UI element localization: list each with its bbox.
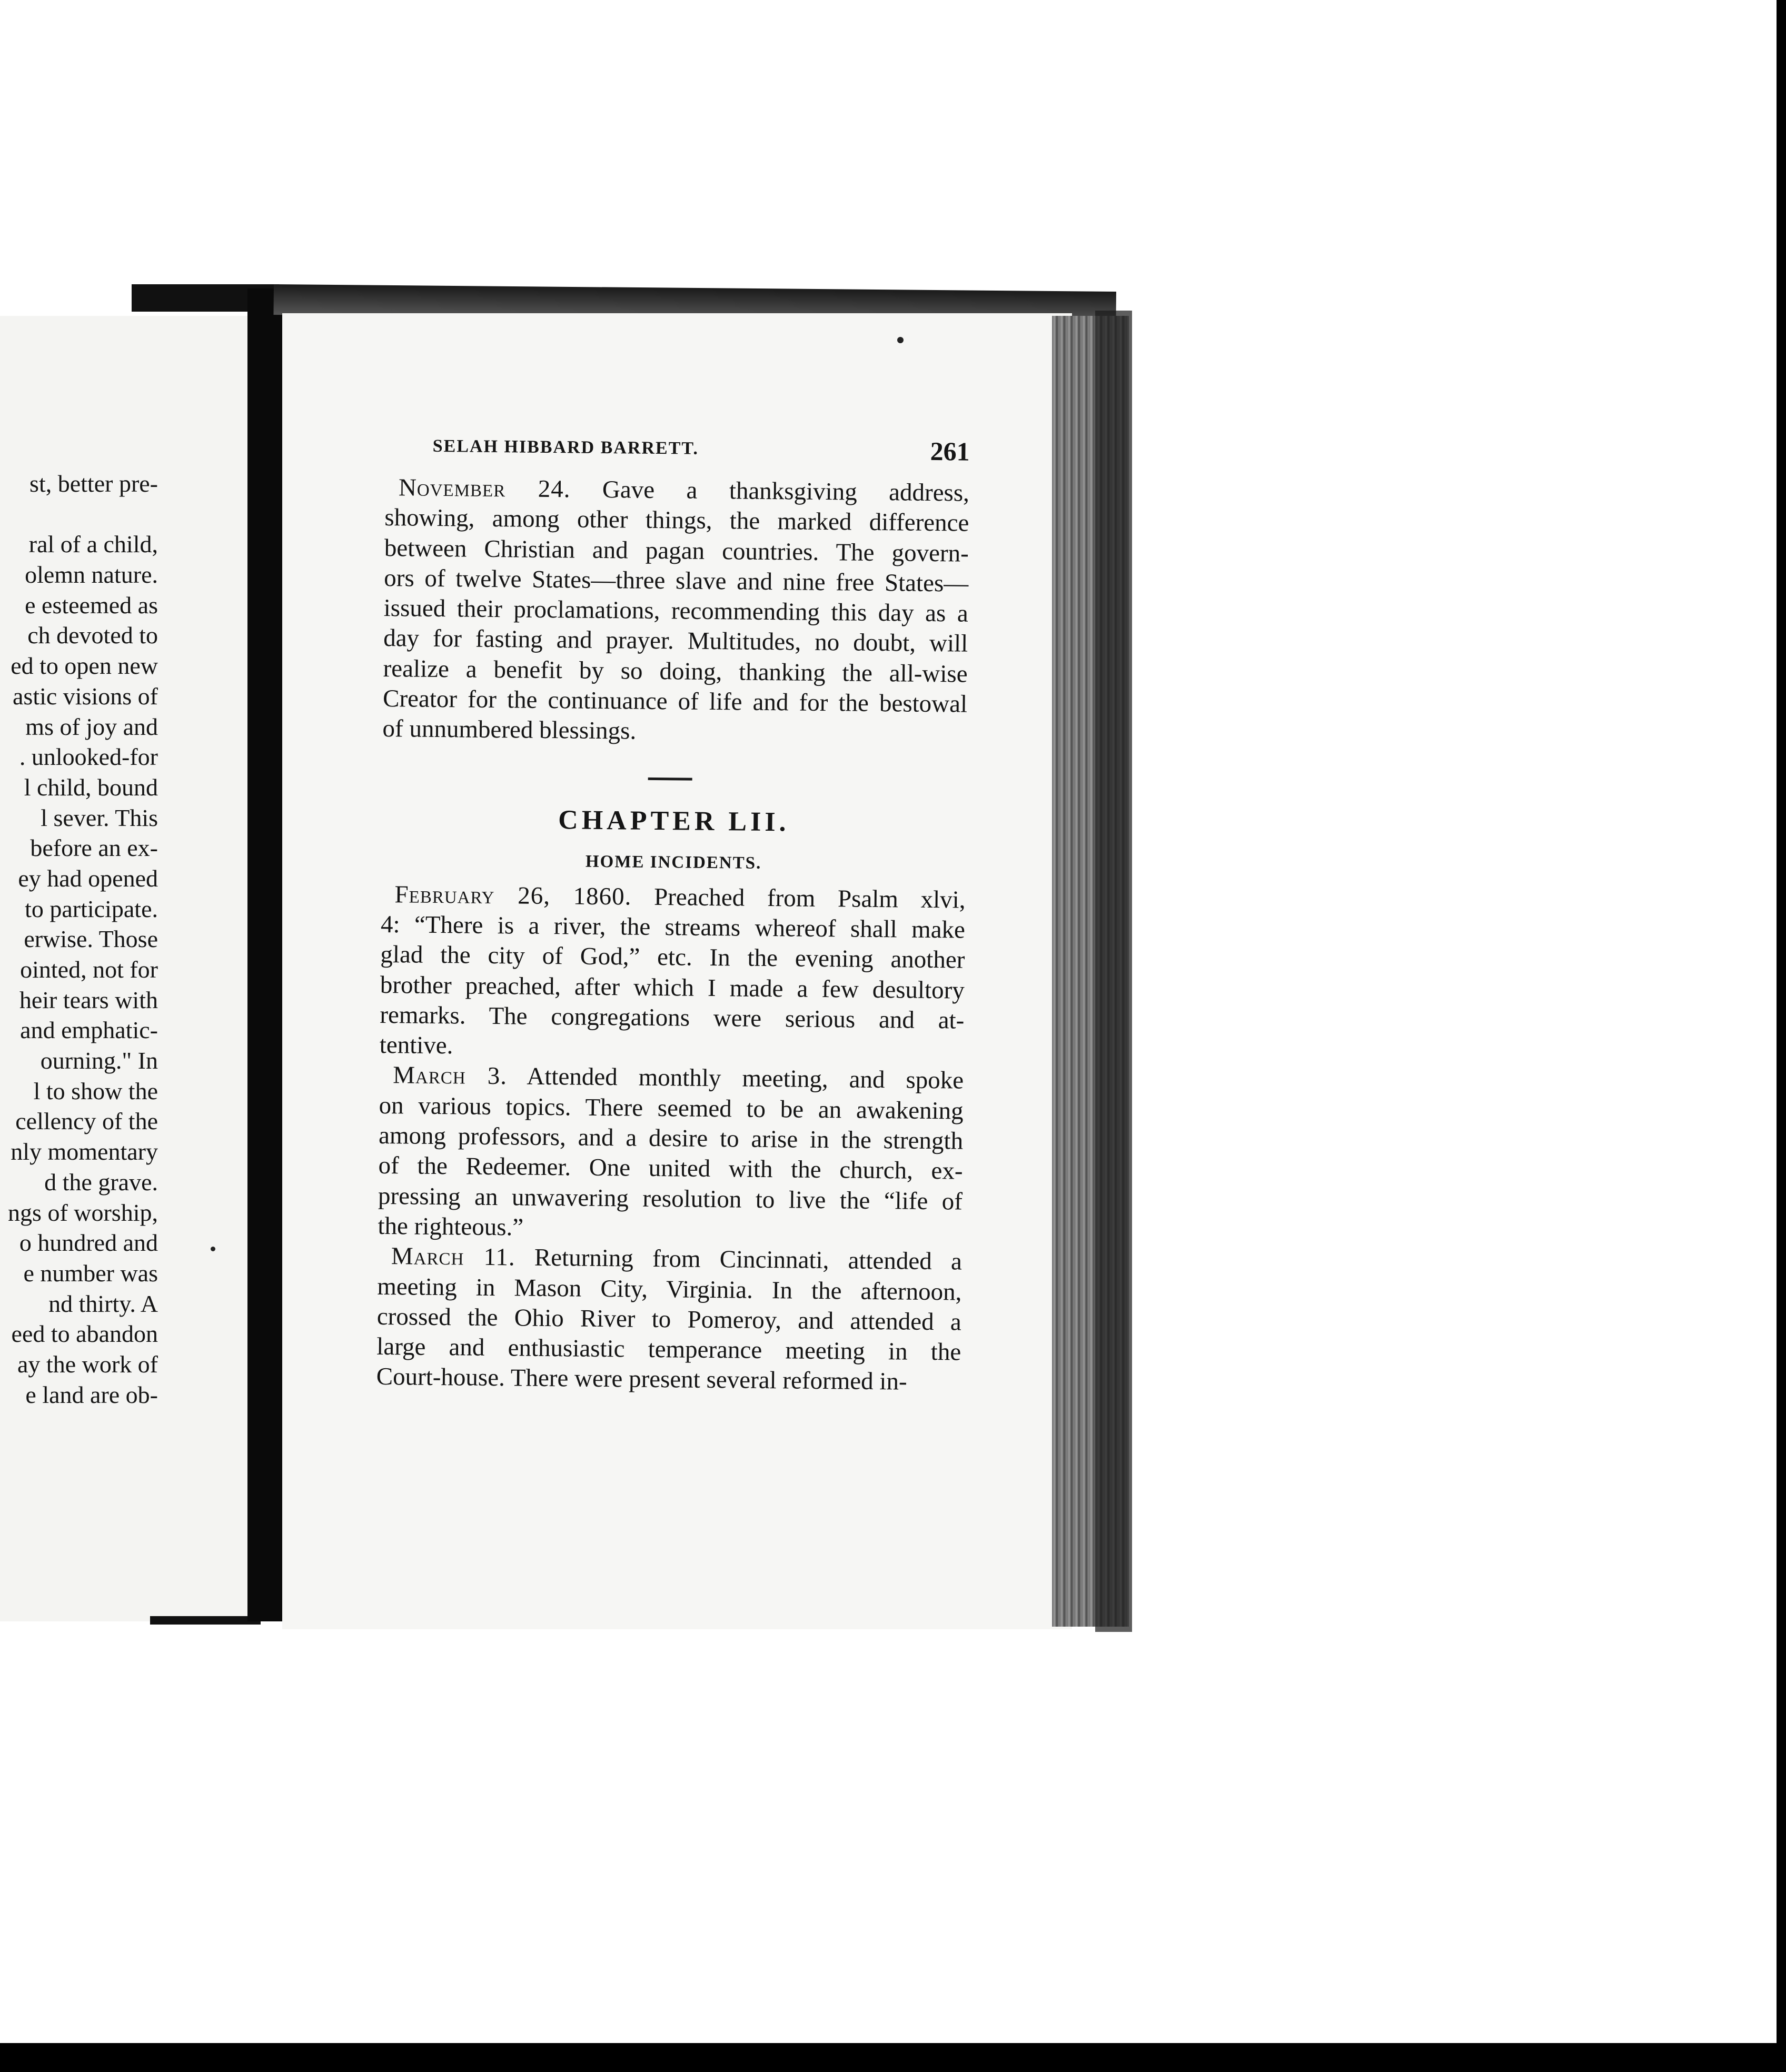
left-page-line: ourning." In bbox=[40, 1047, 158, 1074]
left-page-line: d the grave. bbox=[44, 1168, 158, 1196]
left-page-line: l child, bound bbox=[24, 773, 158, 801]
text-line: of the Redeemer. One united with the church, ex- bbox=[378, 1152, 963, 1185]
entry-date: November 24. bbox=[398, 474, 571, 503]
text-line: brother preached, after which I made a few desultory bbox=[380, 971, 965, 1004]
paragraph-november-24 bbox=[382, 473, 969, 750]
left-page bbox=[0, 316, 252, 1621]
text-line: 4: “There is a river, the streams whereof shall make bbox=[380, 910, 966, 944]
text-line: showing, among other things, the marked difference bbox=[384, 504, 969, 537]
left-page-line: heir tears with bbox=[19, 986, 158, 1013]
left-page-line: ey had opened bbox=[18, 864, 158, 892]
text-line: Creator for the continuance of life and for the bestowal bbox=[382, 685, 968, 718]
left-page-line: ed to open new bbox=[11, 652, 158, 680]
scan-speck bbox=[211, 1247, 215, 1251]
text-line: tentive. bbox=[379, 1031, 453, 1060]
text-line bbox=[379, 1060, 964, 1096]
scan-frame-bottom bbox=[0, 2043, 1786, 2072]
left-page-text bbox=[0, 469, 158, 1410]
left-page-line: l sever. This bbox=[41, 804, 158, 831]
paragraph-march-3 bbox=[378, 1060, 964, 1247]
running-title: SELAH HIBBARD BARRETT. bbox=[432, 436, 699, 459]
left-page-line: ch devoted to bbox=[27, 622, 158, 649]
text-line: remarks. The congregations were serious and at- bbox=[380, 1001, 965, 1034]
left-page-line: l to show the bbox=[33, 1077, 158, 1104]
text-line: pressing an unwavering resolution to live the “life of bbox=[378, 1182, 963, 1216]
text-line: issued their proclamations, recommending this day as a bbox=[383, 594, 968, 627]
text-line bbox=[381, 880, 965, 915]
entry-date: March 3. bbox=[392, 1061, 508, 1090]
left-page-line: before an ex- bbox=[30, 834, 158, 862]
line-text: Gave a thanksgiving address, bbox=[602, 475, 970, 507]
text-line: glad the city of God,” etc. In the evening another bbox=[380, 941, 965, 974]
running-head bbox=[385, 431, 970, 479]
left-page-line bbox=[0, 499, 158, 530]
left-page-line: cellency of the bbox=[15, 1108, 158, 1135]
left-page-line: to participate. bbox=[25, 895, 158, 922]
text-line: large and enthusiastic temperance meeting in the bbox=[376, 1333, 961, 1366]
left-page-line: ms of joy and bbox=[25, 713, 158, 740]
paragraph-march-11 bbox=[376, 1241, 962, 1398]
line-text: Preached from Psalm xlvi, bbox=[653, 883, 966, 914]
left-page-line: eed to abandon bbox=[11, 1320, 158, 1348]
left-page-line: ointed, not for bbox=[20, 956, 158, 983]
text-line: the righteous.” bbox=[378, 1212, 524, 1241]
text-line: realize a benefit by so doing, thanking the all-wise bbox=[383, 654, 968, 688]
left-page-line: ngs of worship, bbox=[8, 1199, 158, 1226]
entry-date: February 26, 1860. bbox=[394, 880, 632, 911]
left-page-line: nly momentary bbox=[11, 1138, 158, 1166]
text-line bbox=[385, 473, 969, 509]
text-line: on various topics. There seemed to be an awakening bbox=[379, 1091, 964, 1125]
left-page-line: astic visions of bbox=[13, 682, 158, 710]
entry-date: March 11. bbox=[391, 1242, 515, 1271]
chapter-subtitle: HOME INCIDENTS. bbox=[585, 852, 762, 873]
left-page-line: st, better pre- bbox=[29, 470, 158, 497]
left-page-line: e land are ob- bbox=[25, 1381, 158, 1408]
text-line: ors of twelve States—three slave and nine free States— bbox=[384, 564, 969, 597]
text-line: day for fasting and prayer. Multitudes, no doubt, will bbox=[383, 624, 968, 658]
book-spine-gutter bbox=[247, 288, 284, 1621]
text-line: between Christian and pagan countries. The govern- bbox=[384, 534, 969, 567]
left-page-line: e number was bbox=[23, 1259, 158, 1287]
left-page-line: ral of a child, bbox=[28, 531, 158, 558]
left-page-line: olemn nature. bbox=[25, 561, 158, 589]
text-line: Court-house. There were present several reformed in- bbox=[376, 1363, 907, 1396]
left-page-line: o hundred and bbox=[19, 1229, 158, 1257]
text-line: crossed the Ohio River to Pomeroy, and attended a bbox=[376, 1302, 962, 1336]
left-page-line: erwise. Those bbox=[24, 925, 158, 953]
scan-frame-right bbox=[1777, 0, 1786, 2072]
chapter-title: CHAPTER LII. bbox=[558, 804, 790, 838]
page-edge-shadow bbox=[1095, 311, 1132, 1632]
text-line: of unnumbered blessings. bbox=[382, 715, 637, 745]
section-divider bbox=[648, 777, 692, 780]
left-page-line: and emphatic- bbox=[20, 1017, 158, 1044]
left-page-bottom-shadow bbox=[150, 1616, 261, 1625]
line-text: Attended monthly meeting, and spoke bbox=[527, 1063, 964, 1095]
left-page-line: ay the work of bbox=[17, 1350, 158, 1378]
line-text: Returning from Cincinnati, attended a bbox=[534, 1244, 963, 1276]
text-line: among professors, and a desire to arise in the strength bbox=[378, 1121, 964, 1155]
scan-speck bbox=[897, 337, 904, 343]
page-text-block bbox=[376, 431, 969, 1398]
paragraph-february-26 bbox=[380, 880, 966, 1066]
left-page-line: e esteemed as bbox=[25, 591, 158, 619]
left-page-line: . unlooked-for bbox=[19, 743, 158, 771]
page-number: 261 bbox=[930, 436, 970, 466]
text-line: meeting in Mason City, Virginia. In the afternoon, bbox=[377, 1272, 962, 1306]
text-line bbox=[378, 1241, 962, 1277]
left-page-line: nd thirty. A bbox=[48, 1290, 158, 1317]
